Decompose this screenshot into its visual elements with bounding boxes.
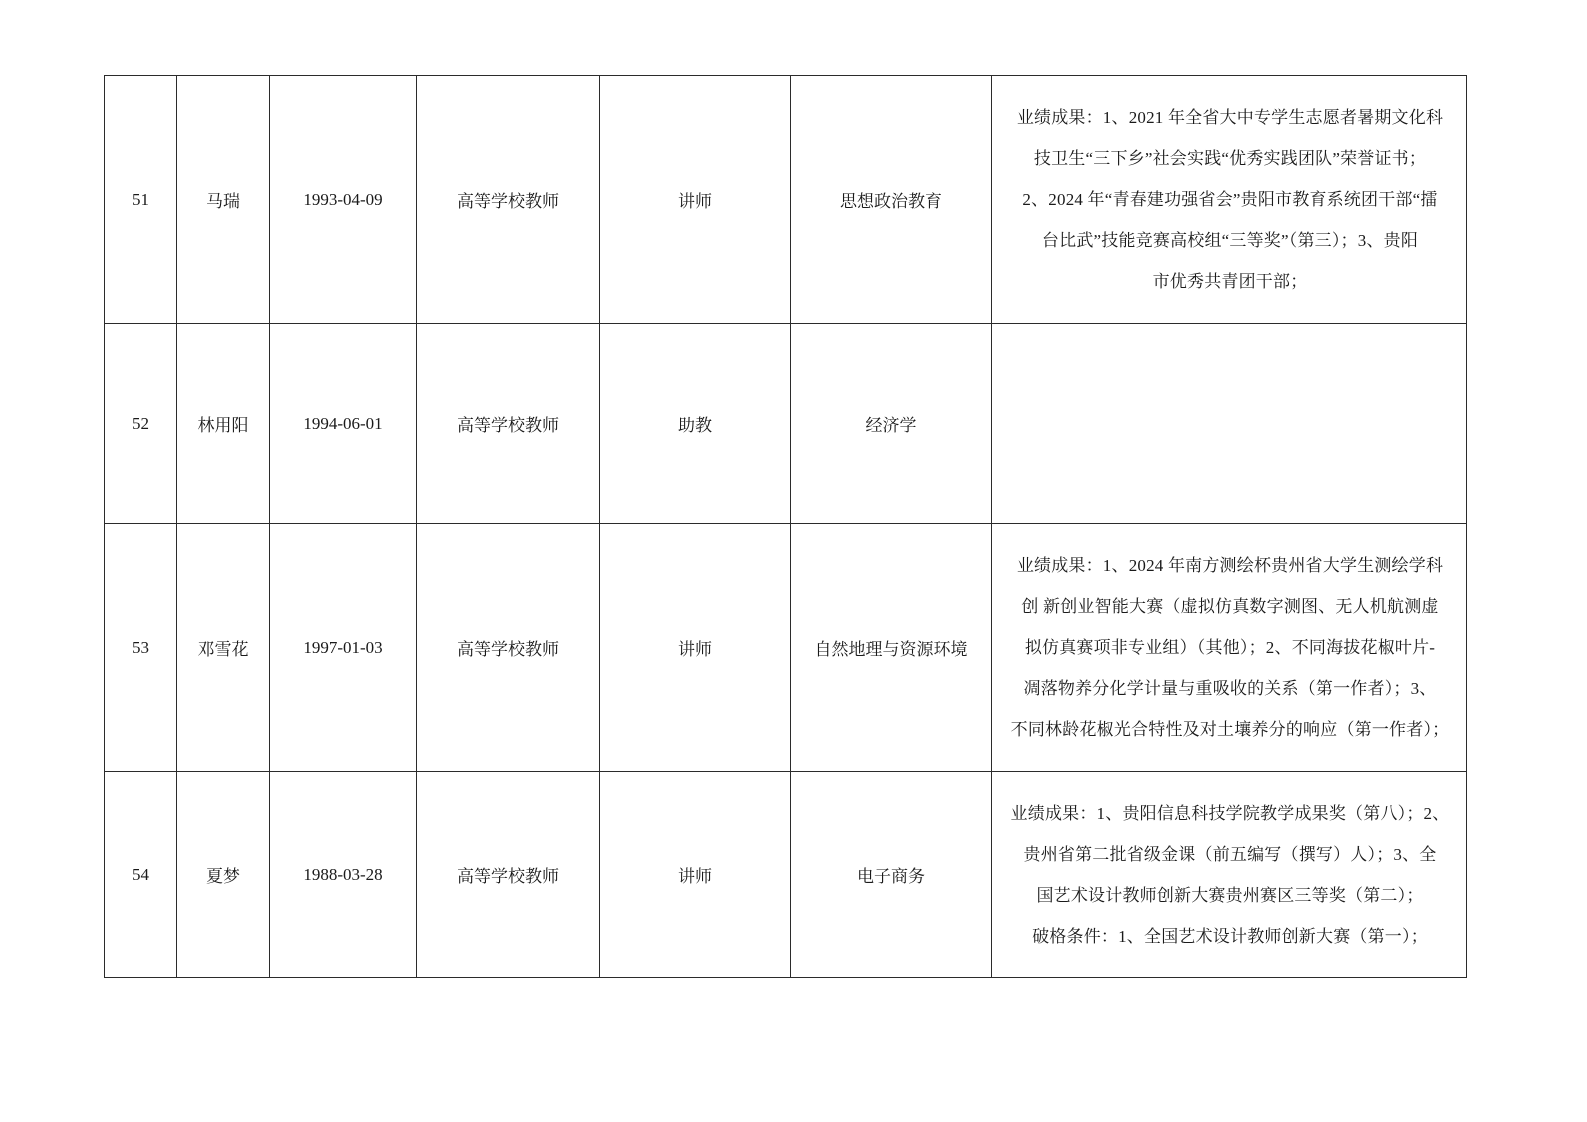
achievement-line: 创 新创业智能大赛（虚拟仿真数字测图、无人机航测虚 — [1021, 597, 1439, 616]
achievement-line: 业绩成果：1、贵阳信息科技学院教学成果奖（第八）；2、 — [1010, 803, 1450, 823]
achievement-line: 贵州省第二批省级金课（前五编写（撰写）人）；3、全 — [1023, 844, 1437, 864]
position-type: 高等学校教师 — [417, 324, 600, 524]
person-name: 马瑞 — [177, 76, 270, 324]
achievement-line: 业绩成果：1、2024 年南方测绘杯贵州省大学生测绘学科 — [1016, 556, 1444, 575]
achievements-cell — [992, 76, 1467, 324]
major-field: 电子商务 — [791, 772, 992, 978]
achievement-line: 2、2024 年“青春建功强省会”贵阳市教育系统团干部“擂 — [1022, 190, 1438, 209]
birth-date: 1994-06-01 — [270, 324, 417, 524]
achievements-cell — [992, 772, 1467, 978]
row-number: 52 — [105, 324, 177, 524]
person-name: 林用阳 — [177, 324, 270, 524]
major-field: 思想政治教育 — [791, 76, 992, 324]
position-type: 高等学校教师 — [417, 76, 600, 324]
position-type: 高等学校教师 — [417, 524, 600, 772]
birth-date: 1993-04-09 — [270, 76, 417, 324]
row-number: 51 — [105, 76, 177, 324]
professional-title: 讲师 — [600, 772, 791, 978]
row-number: 53 — [105, 524, 177, 772]
table-row — [105, 524, 1467, 772]
achievement-line: 技卫生“三下乡”社会实践“优秀实践团队”荣誉证书； — [1033, 149, 1427, 168]
professional-title: 助教 — [600, 324, 791, 524]
major-field: 自然地理与资源环境 — [791, 524, 992, 772]
achievement-line: 市优秀共青团干部； — [1152, 272, 1308, 291]
table-row — [105, 324, 1467, 524]
professional-title: 讲师 — [600, 76, 791, 324]
achievement-line: 凋落物养分化学计量与重吸收的关系（第一作者）；3、 — [1023, 679, 1437, 698]
person-name: 邓雪花 — [177, 524, 270, 772]
position-type: 高等学校教师 — [417, 772, 600, 978]
achievement-line: 不同林龄花椒光合特性及对土壤养分的响应（第一作者）； — [1010, 720, 1450, 739]
table-row — [105, 76, 1467, 324]
achievements-cell — [992, 524, 1467, 772]
person-name: 夏梦 — [177, 772, 270, 978]
table-row — [105, 772, 1467, 978]
birth-date: 1988-03-28 — [270, 772, 417, 978]
row-number: 54 — [105, 772, 177, 978]
achievement-line: 拟仿真赛项非专业组）（其他）；2、不同海拔花椒叶片- — [1024, 638, 1436, 657]
achievement-line: 破格条件：1、全国艺术设计教师创新大赛（第一）； — [1032, 926, 1428, 946]
birth-date: 1997-01-03 — [270, 524, 417, 772]
achievement-line: 业绩成果：1、2021 年全省大中专学生志愿者暑期文化科 — [1016, 108, 1444, 127]
achievement-line: 国艺术设计教师创新大赛贵州赛区三等奖（第二）； — [1036, 885, 1424, 905]
major-field: 经济学 — [791, 324, 992, 524]
personnel-table — [104, 75, 1467, 978]
achievements-cell — [992, 324, 1467, 524]
achievement-line: 台比武”技能竞赛高校组“三等奖”（第三）；3、贵阳 — [1041, 231, 1419, 250]
professional-title: 讲师 — [600, 524, 791, 772]
